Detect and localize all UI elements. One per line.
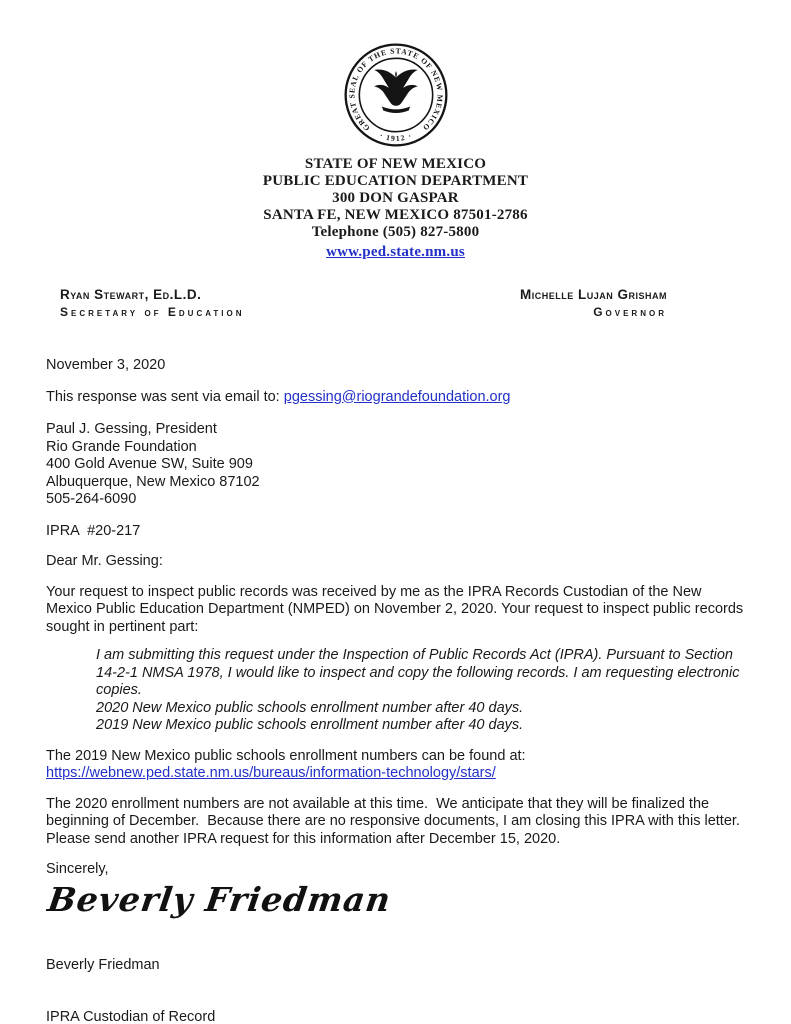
letterhead (46, 156, 745, 261)
secretary-name: Ryan Stewart, Ed.L.D. (60, 287, 202, 302)
list-line: I am submitting this request under the Inspection of Public Records Act (IPRA). Pursuant to Section 14-2-1 NMSA 1978, I would like to inspect and copy the following records. I am requesting electronic copies. (96, 647, 744, 698)
letter-date: November 3, 2020 (46, 357, 166, 373)
list-line: 2019 New Mexico public schools enrollment number after 40 days. (96, 717, 524, 733)
paragraph-2019-numbers: The 2019 New Mexico public schools enrollment numbers can be found at: (46, 747, 526, 764)
governor-name: Michelle Lujan Grisham (520, 287, 667, 302)
recipient-address-block (46, 421, 745, 509)
recipient-email-link[interactable]: pgessing@riograndefoundation.org (283, 388, 511, 405)
seal-ring-text: GREAT SEAL OF THE STATE OF NEW MEXICO (346, 46, 445, 133)
signer-title: IPRA Custodian of Record (46, 1009, 216, 1024)
website-link[interactable]: www.ped.state.nm.us (326, 244, 465, 260)
stars-url-line (46, 765, 745, 783)
seal-year-text: · 1912 · (377, 130, 414, 143)
list-line: 2020 New Mexico public schools enrollment number after 40 days. (96, 699, 524, 716)
paragraph-request-received: Your request to inspect public records was received by me as the IPRA Records Custodian of the New Mexico Public Education Department (NMPED) on November 2, 2020. Your request to inspect public records sought in pertinent part: (46, 583, 748, 635)
letter-body (45, 357, 748, 1024)
seal-eagle-icon (374, 69, 418, 113)
letterhead-state-line: STATE OF NEW MEXICO (304, 156, 487, 172)
governor-title: Governor (593, 305, 667, 319)
governor-block (520, 287, 667, 319)
svg-text:· 1912 · (378, 131, 413, 143)
letterhead-department-line: PUBLIC EDUCATION DEPARTMENT (262, 173, 529, 189)
handwritten-signature: Beverly Friedman (45, 879, 394, 919)
stars-url-link[interactable]: https://webnew.ped.state.nm.us/bureaus/information-technology/stars/ (46, 765, 496, 781)
list-line: Paul J. Gessing, President (46, 421, 217, 437)
paragraph-2020-numbers: The 2020 enrollment numbers are not available at this time. We anticipate that they will be finalized the beginning of December. Because there are no responsive documents, I am closing this IPRA with this letter. Please send another IPRA request for this information after December 15, 2020. (46, 795, 744, 847)
list-line: 505-264-6090 (46, 491, 137, 507)
secretary-block (60, 287, 245, 319)
email-prefix: This response was sent via email to: (46, 388, 284, 405)
list-line: 400 Gold Avenue SW, Suite 909 (46, 456, 253, 472)
signer-name: Beverly Friedman (46, 956, 160, 973)
officials-row (46, 287, 745, 319)
ipra-reference-number: IPRA #20-217 (46, 522, 141, 539)
secretary-title: Secretary of Education (60, 305, 245, 319)
list-line: Albuquerque, New Mexico 87102 (46, 473, 260, 490)
email-delivery-line (46, 389, 745, 407)
signer-block (46, 922, 745, 1024)
letterhead-city-line: SANTA FE, NEW MEXICO 87501-2786 (263, 207, 528, 223)
list-line: Rio Grande Foundation (46, 438, 197, 455)
new-mexico-seal-icon (343, 42, 449, 148)
letterhead-address-line: 300 DON GASPAR (332, 190, 459, 206)
closing-sincerely: Sincerely, (46, 861, 109, 877)
state-seal (0, 0, 791, 148)
letterhead-phone-line: Telephone (505) 827-5800 (311, 224, 480, 240)
quoted-request-block (96, 647, 745, 735)
salutation: Dear Mr. Gessing: (46, 553, 163, 569)
